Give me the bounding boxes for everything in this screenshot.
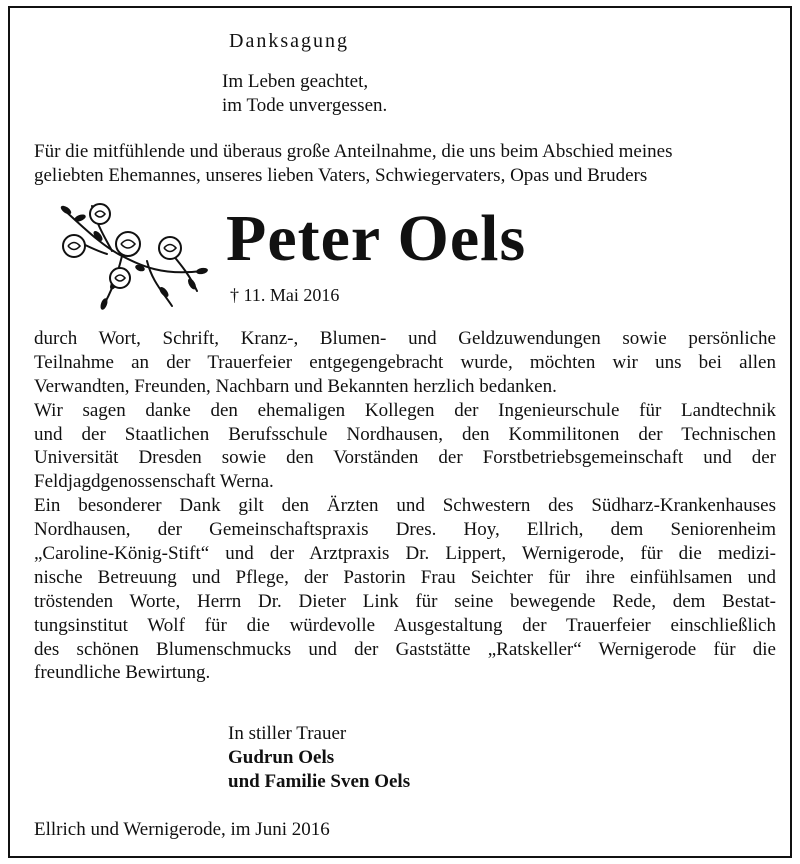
body-line: Nordhausen, der Gemeinschaftspraxis Dres. Hoy, Ellrich, dem Seniorenheim xyxy=(34,519,776,541)
notice-heading: Danksagung xyxy=(229,30,349,52)
body-line: und der Staatlichen Berufsschule Nordhausen, den Kommilitonen der Technischen xyxy=(34,423,776,445)
body-line: Wir sagen danke den ehemaligen Kollegen der Ingenieurschule für Landtechnik xyxy=(34,399,776,421)
deceased-name: Peter Oels xyxy=(226,202,527,275)
motto xyxy=(222,70,387,118)
motto-line: Im Leben geachtet, xyxy=(222,71,369,92)
body-line: tungsinstitut Wolf für die würdevolle Ausgestaltung der Trauerfeier einschließlich xyxy=(34,614,776,636)
intro-line: geliebten Ehemannes, unseres lieben Vaters, Schwiegervaters, Opas und Bruders xyxy=(34,165,648,186)
body-line: nische Betreuung und Pflege, der Pastorin Frau Seichter für ihre einfühlsamen und xyxy=(34,566,776,588)
roses-illustration-icon xyxy=(52,196,212,316)
intro-text xyxy=(34,140,774,188)
body-line: tröstenden Worte, Herrn Dr. Dieter Link für seine bewegende Rede, dem Bestat- xyxy=(34,590,776,612)
body-line: freundliche Bewirtung. xyxy=(34,662,211,684)
signature-block xyxy=(228,722,410,794)
body-line: Verwandten, Freunden, Nachbarn und Bekannten herzlich bedanken. xyxy=(34,375,557,397)
death-date: † 11. Mai 2016 xyxy=(230,285,340,305)
motto-line: im Tode unvergessen. xyxy=(222,95,388,116)
intro-line: Für die mitfühlende und überaus große Anteilnahme, die uns beim Abschied meines xyxy=(34,141,673,162)
signature-family: und Familie Sven Oels xyxy=(228,771,411,792)
body-line: Feldjagdgenossenschaft Werna. xyxy=(34,471,274,493)
body-line: Teilnahme an der Trauerfeier entgegengebracht wurde, möchten wir uns bei allen xyxy=(34,351,776,373)
body-line: „Caroline-König-Stift“ und der Arztpraxis Dr. Lippert, Wernigerode, für die medizi- xyxy=(34,543,776,565)
body-line: Universität Dresden sowie den Vorständen der Forstbetriebsgemeinschaft und der xyxy=(34,447,776,469)
place-date: Ellrich und Wernigerode, im Juni 2016 xyxy=(34,819,330,840)
body-text xyxy=(34,327,776,685)
signature-intro: In stiller Trauer xyxy=(228,723,347,744)
signature-name: Gudrun Oels xyxy=(228,747,335,768)
body-line: des schönen Blumenschmucks und der Gaststätte „Ratskeller“ Wernigerode für die xyxy=(34,638,776,660)
body-line: durch Wort, Schrift, Kranz-, Blumen- und Geldzuwendungen sowie persönliche xyxy=(34,328,776,349)
body-line: Ein besonderer Dank gilt den Ärzten und Schwestern des Südharz-Krankenhauses xyxy=(34,495,776,517)
